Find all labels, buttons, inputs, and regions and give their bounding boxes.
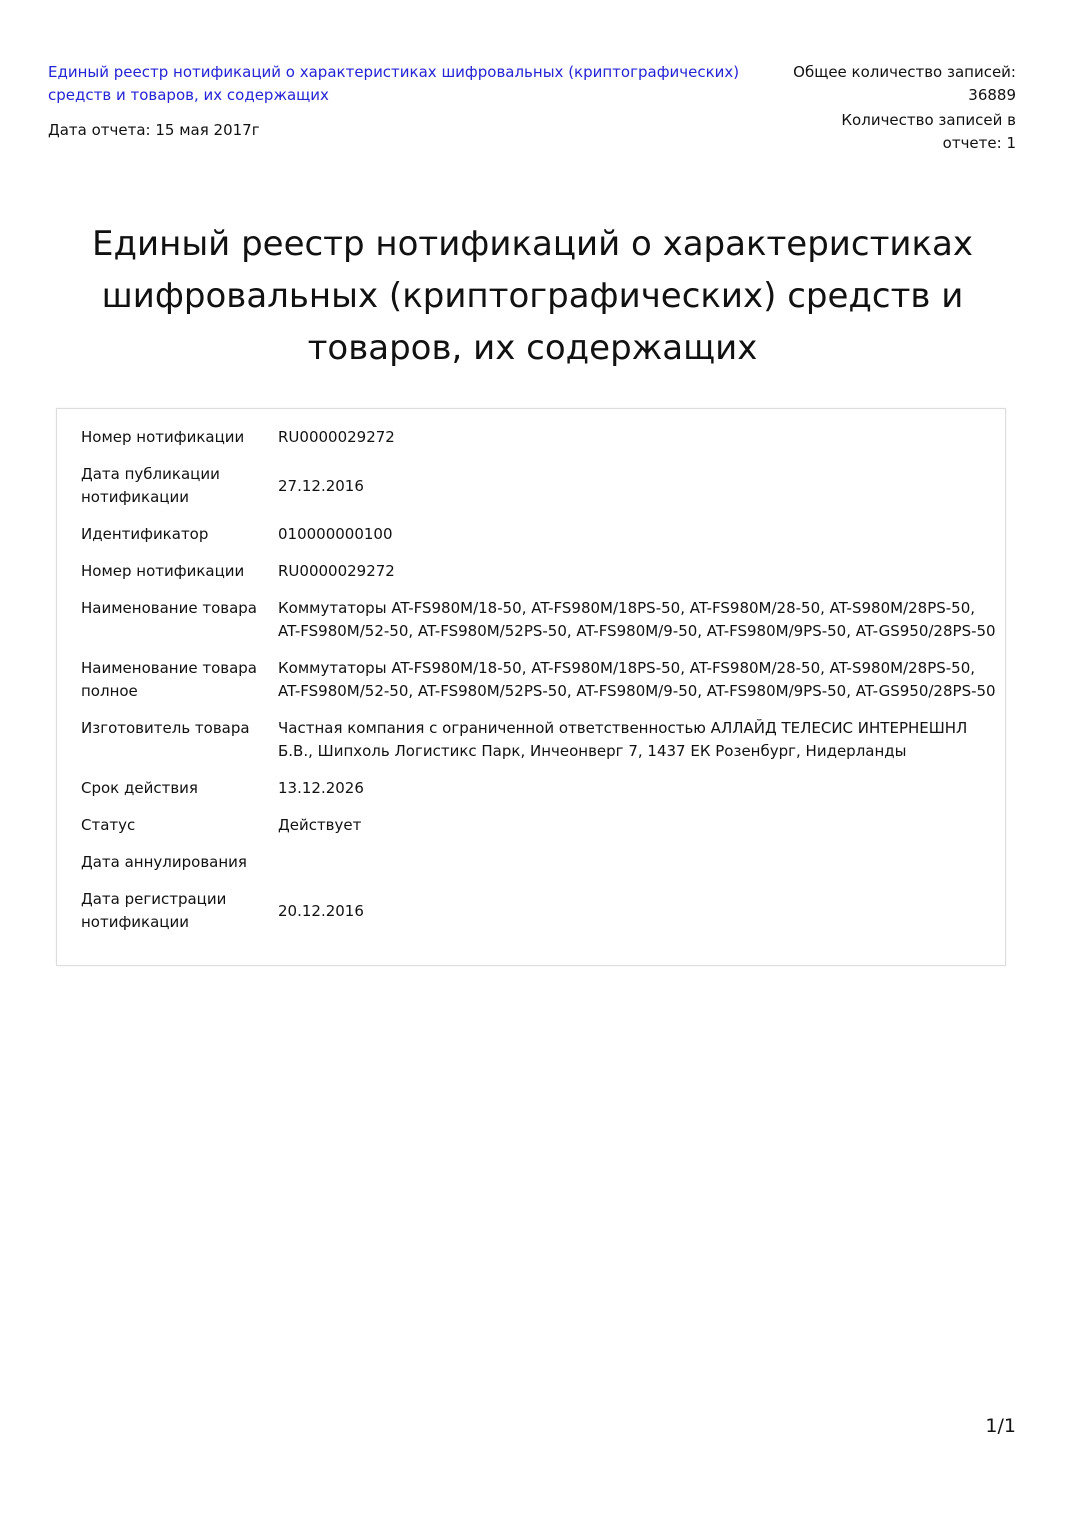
field-value: 13.12.2026 [278,779,364,797]
field-row-notification-number-2 [81,560,1001,583]
field-row-publication-date [81,463,1001,509]
field-label: Изготовитель товара [81,719,250,737]
field-value: Частная компания с ограниченной ответственностью АЛЛАЙД ТЕЛЕСИС ИНТЕРНЕШНЛ Б.В., Шипхоль Логистикс Парк, Инчеонверг 7, 1437 ЕК Розенбург, Нидерланды [278,719,968,760]
field-row-product-name [81,597,1001,643]
field-value: 27.12.2016 [278,476,364,495]
field-row-registration-date [81,888,1001,934]
field-row-validity-period [81,777,1001,800]
field-label: Дата аннулирования [81,853,247,871]
record-fields [81,426,1001,948]
registry-header-link[interactable]: Единый реестр нотификаций о характеристиках шифровальных (криптографических) средств и товаров, их содержащих [48,63,740,104]
field-value: 20.12.2016 [278,901,364,920]
field-row-notification-number [81,426,1001,449]
field-label: Номер нотификации [81,428,245,446]
page-title: Единый реестр нотификаций о характеристиках шифровальных (криптографических) средств и товаров, их содержащих [92,224,973,368]
field-row-identifier [81,523,1001,546]
field-value: RU0000029272 [278,428,395,446]
notification-record-card [56,408,1006,966]
records-in-report: Количество записей в отчете: 1 [841,111,1016,152]
field-value: RU0000029272 [278,562,395,580]
field-row-product-full-name [81,657,1001,703]
field-label: Идентификатор [81,525,209,543]
field-value: 010000000100 [278,525,393,543]
field-label: Наименование товара полное [81,659,257,700]
field-value: Коммутаторы AT-FS980M/18-50, AT-FS980M/18PS-50, AT-FS980M/28-50, AT-S980M/28PS-50, AT-FS980M/52-50, AT-FS980M/52PS-50, AT-FS980M/9-50, AT-FS980M/9PS-50, AT-GS950/28PS-50 [278,659,996,700]
field-row-manufacturer [81,717,1001,763]
field-row-status [81,814,1001,837]
field-label: Дата публикации нотификации [81,465,220,506]
field-label: Наименование товара [81,599,257,617]
field-label: Номер нотификации [81,562,245,580]
total-records: Общее количество записей: 36889 [793,63,1016,104]
page-number: 1/1 [985,1415,1016,1437]
field-label: Статус [81,816,136,834]
field-label: Срок действия [81,779,198,797]
report-date: Дата отчета: 15 мая 2017г [48,121,260,139]
field-row-cancellation-date [81,851,1001,874]
status-value: Действует [278,816,362,834]
field-label: Дата регистрации нотификации [81,890,227,931]
field-value: Коммутаторы AT-FS980M/18-50, AT-FS980M/18PS-50, AT-FS980M/28-50, AT-S980M/28PS-50, AT-FS980M/52-50, AT-FS980M/52PS-50, AT-FS980M/9-50, AT-FS980M/9PS-50, AT-GS950/28PS-50 [278,599,996,640]
